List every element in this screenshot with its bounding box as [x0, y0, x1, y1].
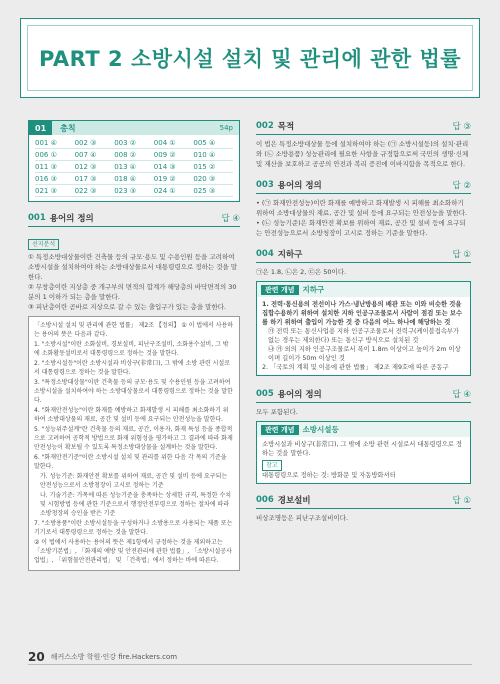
q005-concept-box — [256, 421, 471, 484]
q001-number: 001 — [28, 213, 46, 223]
q004-number: 004 — [256, 249, 274, 259]
q003-answer: 답 ② — [452, 181, 471, 191]
concept-title: 지하구 — [302, 285, 325, 294]
note-text: 대통령령으로 정하는 것: 방화문 및 자동방화셔터 — [262, 472, 396, 479]
q005-title: 용어의 정의 — [277, 390, 322, 400]
law-quote-line: 2. "소방시설등"이란 소방시설과 비상구(非常口), 그 밖에 소방 관련 시설로서 대통령령으로 정하는 것을 말한다. — [34, 360, 230, 376]
q003-number: 003 — [256, 180, 274, 190]
answer-cell: 001 ④ — [35, 139, 75, 149]
law-quote-line: 가. 성능기준: 화재안전 확보를 위하여 재료, 공간 및 설비 등에 요구되는 안전성능으로서 소방청장이 고시로 정하는 기준 — [40, 473, 228, 489]
q003-items — [256, 198, 471, 238]
q002-header — [256, 120, 471, 135]
answer-cell: 015 ② — [193, 163, 233, 173]
q001-items — [28, 252, 240, 312]
q001-item: ② 무창층이란 지상층 중 개구부의 면적의 합계가 해당층의 바닥면적의 30분의 1 이하가 되는 층을 말한다. — [28, 283, 237, 301]
answer-cell: 020 ③ — [193, 175, 233, 185]
law-quote-line: 1. "소방시설"이란 소화설비, 경보설비, 피난구조설비, 소화용수설비, 그 밖에 소화활동설비로서 대통령령으로 정하는 것을 말한다. — [34, 341, 229, 357]
law-quote-line: 3. "특정소방대상물"이란 건축물 등의 규모·용도 및 수용인원 등을 고려하여 소방시설을 설치하여야 하는 소방대상물로서 대통령령으로 정하는 것을 말한다. — [34, 379, 233, 404]
concept-line: 2. 「국토의 계획 및 이용에 관한 법률」 제2조 제9호에 따른 공동구 — [262, 364, 449, 371]
part-title: PART 2 소방시설 설치 및 관리에 관한 법률 — [38, 47, 462, 71]
footer-divider — [28, 664, 472, 665]
q001-item: ③ 피난층이란 곧바로 지상으로 갈 수 있는 출입구가 있는 층을 말한다. — [28, 303, 227, 311]
answer-cell: 003 ② — [114, 139, 154, 149]
answer-cell: 012 ③ — [75, 163, 115, 173]
q005-concept-body — [257, 437, 470, 483]
page-footer — [28, 650, 177, 664]
answer-cell: 005 ④ — [193, 139, 233, 149]
answer-cell: 014 ③ — [154, 163, 194, 173]
q002-title: 목적 — [277, 122, 295, 132]
q003-header — [256, 179, 471, 194]
q002-answer: 답 ③ — [452, 122, 471, 132]
answer-cell: 019 ② — [154, 175, 194, 185]
page-number: 20 — [28, 650, 45, 664]
q004-concept-header — [257, 282, 470, 297]
left-column — [28, 120, 240, 571]
q005-answer: 답 ④ — [452, 390, 471, 400]
concept-label: 관련 개념 — [261, 285, 299, 295]
answer-cell: 010 ④ — [193, 151, 233, 161]
q004-header — [256, 248, 471, 263]
q006-header — [256, 494, 471, 509]
answer-cell: 008 ② — [114, 151, 154, 161]
answer-cell: 009 ② — [154, 151, 194, 161]
answer-cell: 016 ③ — [35, 175, 75, 185]
q005-header — [256, 388, 471, 403]
right-column — [256, 120, 471, 523]
law-quote-line: 7. "소방용품"이란 소방시설등을 구성하거나 소방용으로 사용되는 제품 또는 기기로서 대통령령으로 정하는 것을 말한다. — [34, 520, 233, 536]
answer-cell: 007 ④ — [75, 151, 115, 161]
answer-table-header — [29, 121, 239, 135]
chapter-page: 54p — [219, 124, 233, 132]
concept-line: ㉮ 전력 또는 통신사업용 지하 인공구조물로서 전력구(케이블접속부가 없는 경우는 제외한다) 또는 통신구 방식으로 설치된 것 — [268, 328, 460, 344]
law-quote-line: 5. "성능위주설계"란 건축물 등의 재료, 공간, 이용자, 화재 특성 등을 종합적으로 고려하여 공학적 방법으로 화재 위험성을 평가하고 그 결과에 따라 화재안전성능이 확보될 수 있도록 특정소방대상물을 설계하는 것을 말한다. — [34, 426, 233, 451]
answer-cell: 004 ① — [154, 139, 194, 149]
answer-table — [28, 120, 240, 202]
q006-answer: 답 ① — [452, 496, 471, 506]
q005-number: 005 — [256, 389, 274, 399]
law-quote-line: 나. 기술기준: 가목에 따른 성능기준을 충족하는 상세한 규격, 특정한 수치 및 시험방법 등에 관한 기준으로서 행정안전부령으로 정하는 절차에 따라 소방청장의 승인을 받은 기준 — [40, 492, 232, 517]
concept-line: ㉯ ㉮ 외의 지하 인공구조물로서 폭이 1.8m 이상이고 높이가 2m 이상이며 길이가 50m 이상인 것 — [268, 346, 461, 362]
q004-concept-box — [256, 281, 471, 376]
answer-grid — [29, 135, 239, 201]
law-quote-line: ② 이 법에서 사용하는 용어의 뜻은 제1항에서 규정하는 것을 제외하고는 「소방기본법」, 「화재의 예방 및 안전관리에 관한 법률」, 「소방시설공사업법」, 「위험물안전관리법」 및 「건축법」에서 정하는 바에 따른다. — [34, 539, 232, 564]
answer-cell: 023 ③ — [114, 187, 154, 197]
answer-cell: 025 ③ — [193, 187, 233, 197]
concept-text: 소방시설과 비상구(非常口), 그 밖에 소방 관련 시설로서 대통령령으로 정하는 것을 말한다. — [262, 441, 462, 457]
q005-text: 모두 포함된다. — [256, 408, 298, 416]
concept-line: 1. 전력·통신용의 전선이나 가스·냉난방용의 배관 또는 이와 비슷한 것을 집합수용하기 위하여 설치한 지하 인공구조물로서 사람이 점검 또는 보수를 하기 위하여 출입이 가능한 것 중 다음의 어느 하나에 해당하는 것 — [262, 301, 463, 326]
law-quote-line: 6. "화재안전기준"이란 소방시설 설치 및 관리를 위한 다음 각 목의 기준을 말한다. — [34, 454, 227, 470]
q003-title: 용어의 정의 — [277, 181, 322, 191]
chapter-title: 총칙 — [60, 123, 76, 133]
answer-cell: 018 ④ — [114, 175, 154, 185]
q004-answer: 답 ① — [452, 250, 471, 260]
answer-cell: 024 ① — [154, 187, 194, 197]
q001-answer: 답 ④ — [221, 214, 240, 224]
q003-item: • (㉡ 성능기준)은 화재안전 확보를 위하여 재료, 공간 및 설비 등에 요구되는 안전성능으로서 소방청장이 고시로 정하는 기준을 말한다. — [256, 219, 466, 237]
footer-text: 해커스소방 학원·인강 fire.Hackers.com — [50, 653, 178, 661]
q006-number: 006 — [256, 495, 274, 505]
q003-item: • (㉠ 화재안전성능)이란 화재를 예방하고 화재발생 시 피해를 최소화하기 위하여 소방대상물의 재료, 공간 및 설비 등에 요구되는 안전성능을 말한다. — [256, 199, 468, 217]
answer-cell: 006 ① — [35, 151, 75, 161]
note-tag: 참고 — [262, 460, 282, 471]
q001-item: ① 특정소방대상물이란 건축물 등의 규모·용도 및 수용인원 등을 고려하여 소방시설을 설치하여야 하는 소방대상물로서 대통령령으로 정하는 것을 말한다. — [28, 253, 238, 281]
q004-text: ㉠은 1.8, ㉡은 2, ㉢은 50이다. — [256, 268, 347, 276]
answer-cell: 011 ③ — [35, 163, 75, 173]
q004-concept-body — [257, 297, 470, 375]
part-title-banner — [20, 18, 480, 98]
answer-cell: 021 ③ — [35, 187, 75, 197]
answer-cell: 022 ③ — [75, 187, 115, 197]
law-quote-line: 「소방시설 설치 및 관리에 관한 법률」 제2조 【정의】 ① 이 법에서 사용하는 용어의 뜻은 다음과 같다. — [34, 322, 234, 338]
concept-title: 소방시설등 — [302, 425, 339, 434]
law-quote-line: 4. "화재안전성능"이란 화재를 예방하고 화재발생 시 피해를 최소화하기 위하여 소방대상물의 재료, 공간 및 설비 등에 요구되는 안전성능을 말한다. — [34, 407, 229, 423]
answer-cell: 013 ④ — [114, 163, 154, 173]
analysis-tag: 선지분석 — [28, 239, 59, 250]
q006-title: 경보설비 — [277, 496, 311, 506]
q006-text: 비상조명등은 피난구조설비이다. — [256, 514, 349, 522]
concept-label: 관련 개념 — [261, 425, 299, 435]
q001-title: 용어의 정의 — [49, 214, 94, 224]
answer-cell: 002 ③ — [75, 139, 115, 149]
answer-cell: 017 ③ — [75, 175, 115, 185]
q001-header — [28, 212, 240, 227]
q002-number: 002 — [256, 121, 274, 131]
q002-text: 이 법은 특정소방대상물 등에 설치하여야 하는 (㉠ 소방시설등)의 설치·관리와 (㉡ 소방용품) 성능관리에 필요한 사항을 규정함으로써 국민의 생명·신체 및 재산을 보호하고 공공의 안전과 복리 증진에 이바지함을 목적으로 한다. — [256, 140, 469, 168]
q005-concept-header — [257, 422, 470, 437]
law-quote-box — [28, 316, 240, 571]
q004-title: 지하구 — [277, 250, 303, 260]
chapter-number: 01 — [29, 121, 52, 135]
